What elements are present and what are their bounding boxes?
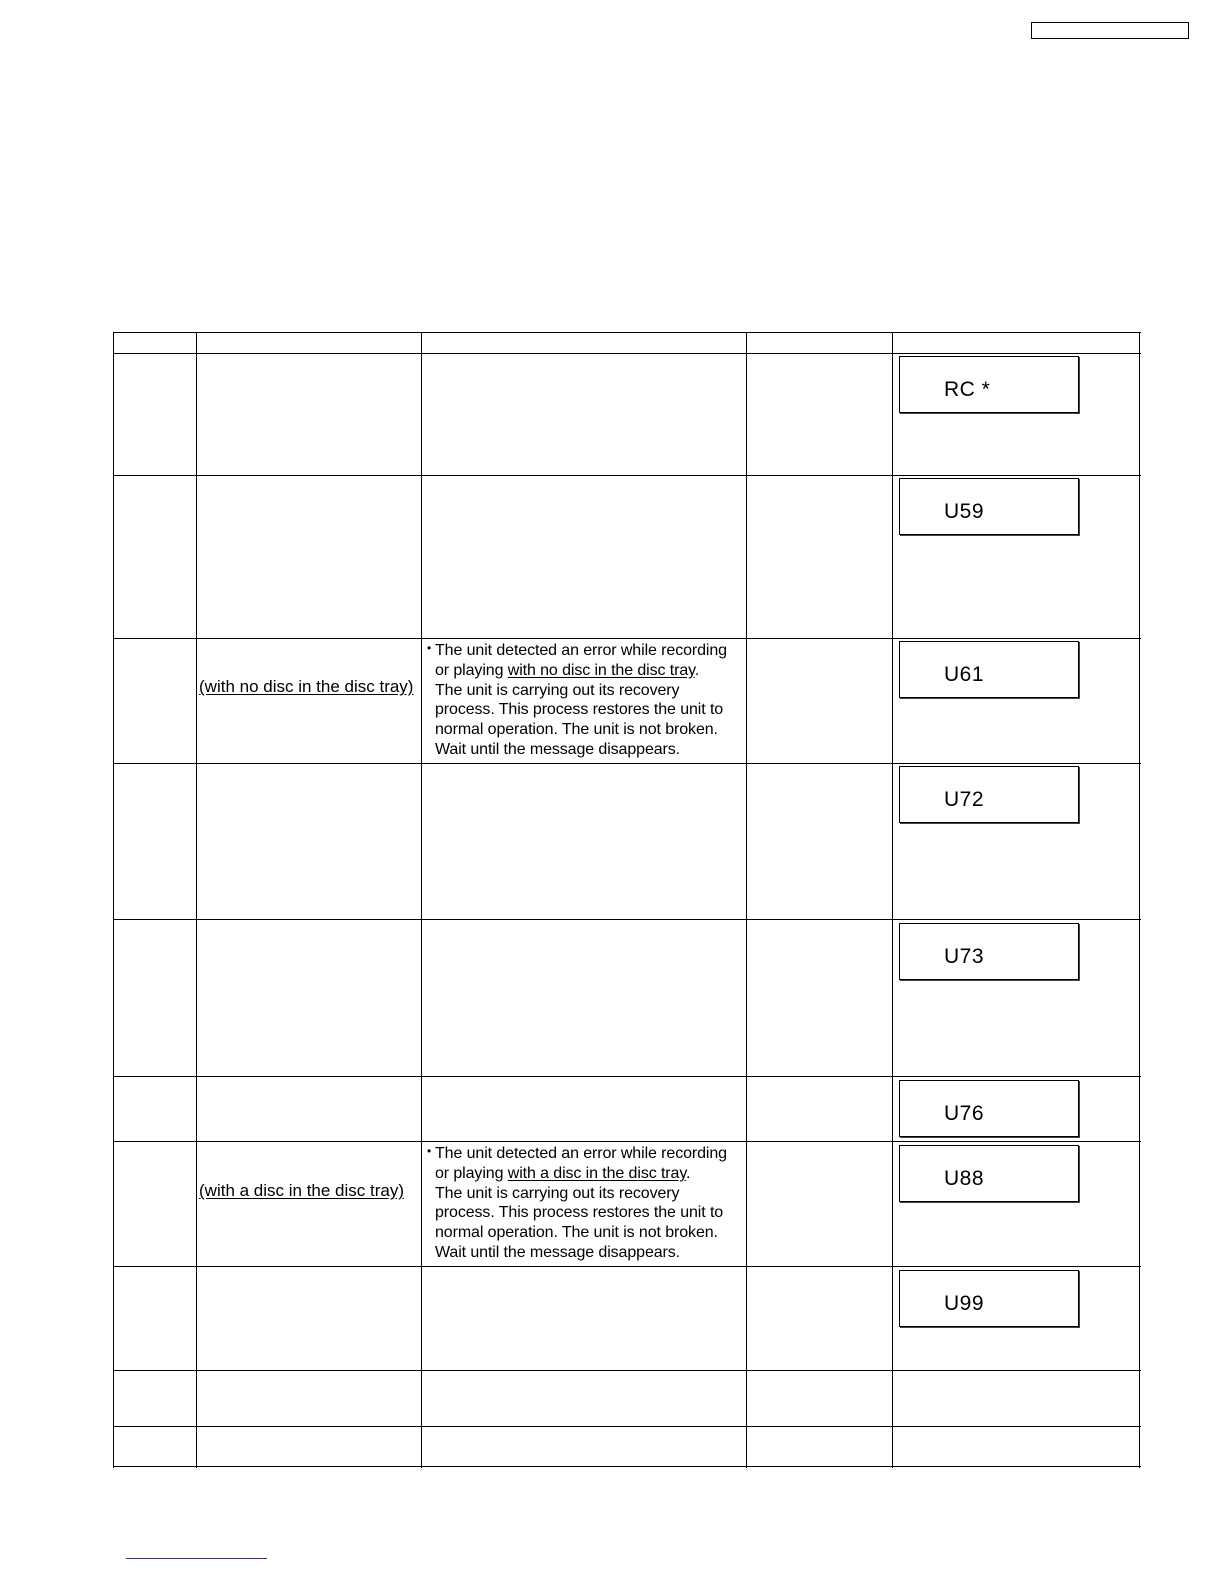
description-text: or playing: [435, 661, 508, 679]
description-line: process. This process restores the unit to: [435, 1204, 724, 1222]
description-line: The unit is carrying out its recovery: [435, 681, 680, 699]
table-rule: [113, 1266, 1141, 1267]
description-line: [424, 661, 746, 681]
description-line: normal operation. The unit is not broken.: [435, 721, 718, 739]
table-rule: [113, 1141, 1141, 1142]
description-line: The unit detected an error while recording: [435, 1145, 727, 1162]
bullet-marker: •: [427, 641, 432, 655]
description-line: [424, 1164, 746, 1184]
display-code-u61: U61: [899, 641, 1079, 698]
display-code-rc: RC *: [899, 356, 1079, 413]
table-rule: [196, 332, 197, 1468]
table-rule: [113, 1370, 1141, 1371]
description-underlined: with a disc in the disc tray: [507, 1164, 687, 1182]
condition-u61: [199, 677, 425, 697]
error-code-table: [113, 332, 1141, 1468]
table-rule: [421, 332, 422, 1468]
description-line: The unit is carrying out its recovery: [435, 1184, 680, 1202]
table-rule: [113, 919, 1141, 920]
description-u88: [424, 1144, 746, 1263]
condition-text: (with no disc in the disc tray): [199, 677, 414, 696]
footer-link-underline[interactable]: [126, 1558, 267, 1559]
table-rule: [113, 763, 1141, 764]
description-line: The unit detected an error while recording: [435, 642, 727, 659]
display-code-u72: U72: [899, 766, 1079, 823]
description-text: .: [686, 1164, 691, 1182]
table-rule: [1139, 332, 1140, 1468]
description-line: process. This process restores the unit to: [435, 701, 724, 719]
header-label-box: [1031, 22, 1189, 39]
table-rule: [746, 332, 747, 1468]
table-rule: [113, 1466, 1141, 1467]
condition-text: (with a disc in the disc tray): [199, 1181, 405, 1200]
description-line: Wait until the message disappears.: [435, 1243, 681, 1261]
condition-u88: [199, 1181, 425, 1201]
display-code-u99: U99: [899, 1270, 1079, 1327]
table-rule: [113, 1426, 1141, 1427]
description-text: .: [694, 661, 700, 679]
table-rule: [113, 332, 114, 1468]
table-rule: [113, 475, 1141, 476]
bullet-marker: •: [427, 1144, 432, 1158]
display-code-u59: U59: [899, 478, 1079, 535]
table-rule: [113, 353, 1141, 354]
table-rule: [113, 332, 1141, 333]
table-rule: [113, 1076, 1141, 1077]
description-line: Wait until the message disappears.: [435, 740, 681, 758]
table-rule: [892, 332, 893, 1468]
display-code-u88: U88: [899, 1145, 1079, 1202]
table-rule: [113, 638, 1141, 639]
display-code-u76: U76: [899, 1080, 1079, 1137]
description-u61: [424, 641, 746, 760]
description-text: or playing: [435, 1164, 508, 1182]
description-underlined: with no disc in the disc tray: [507, 661, 695, 679]
description-line: normal operation. The unit is not broken.: [435, 1224, 718, 1242]
display-code-u73: U73: [899, 923, 1079, 980]
